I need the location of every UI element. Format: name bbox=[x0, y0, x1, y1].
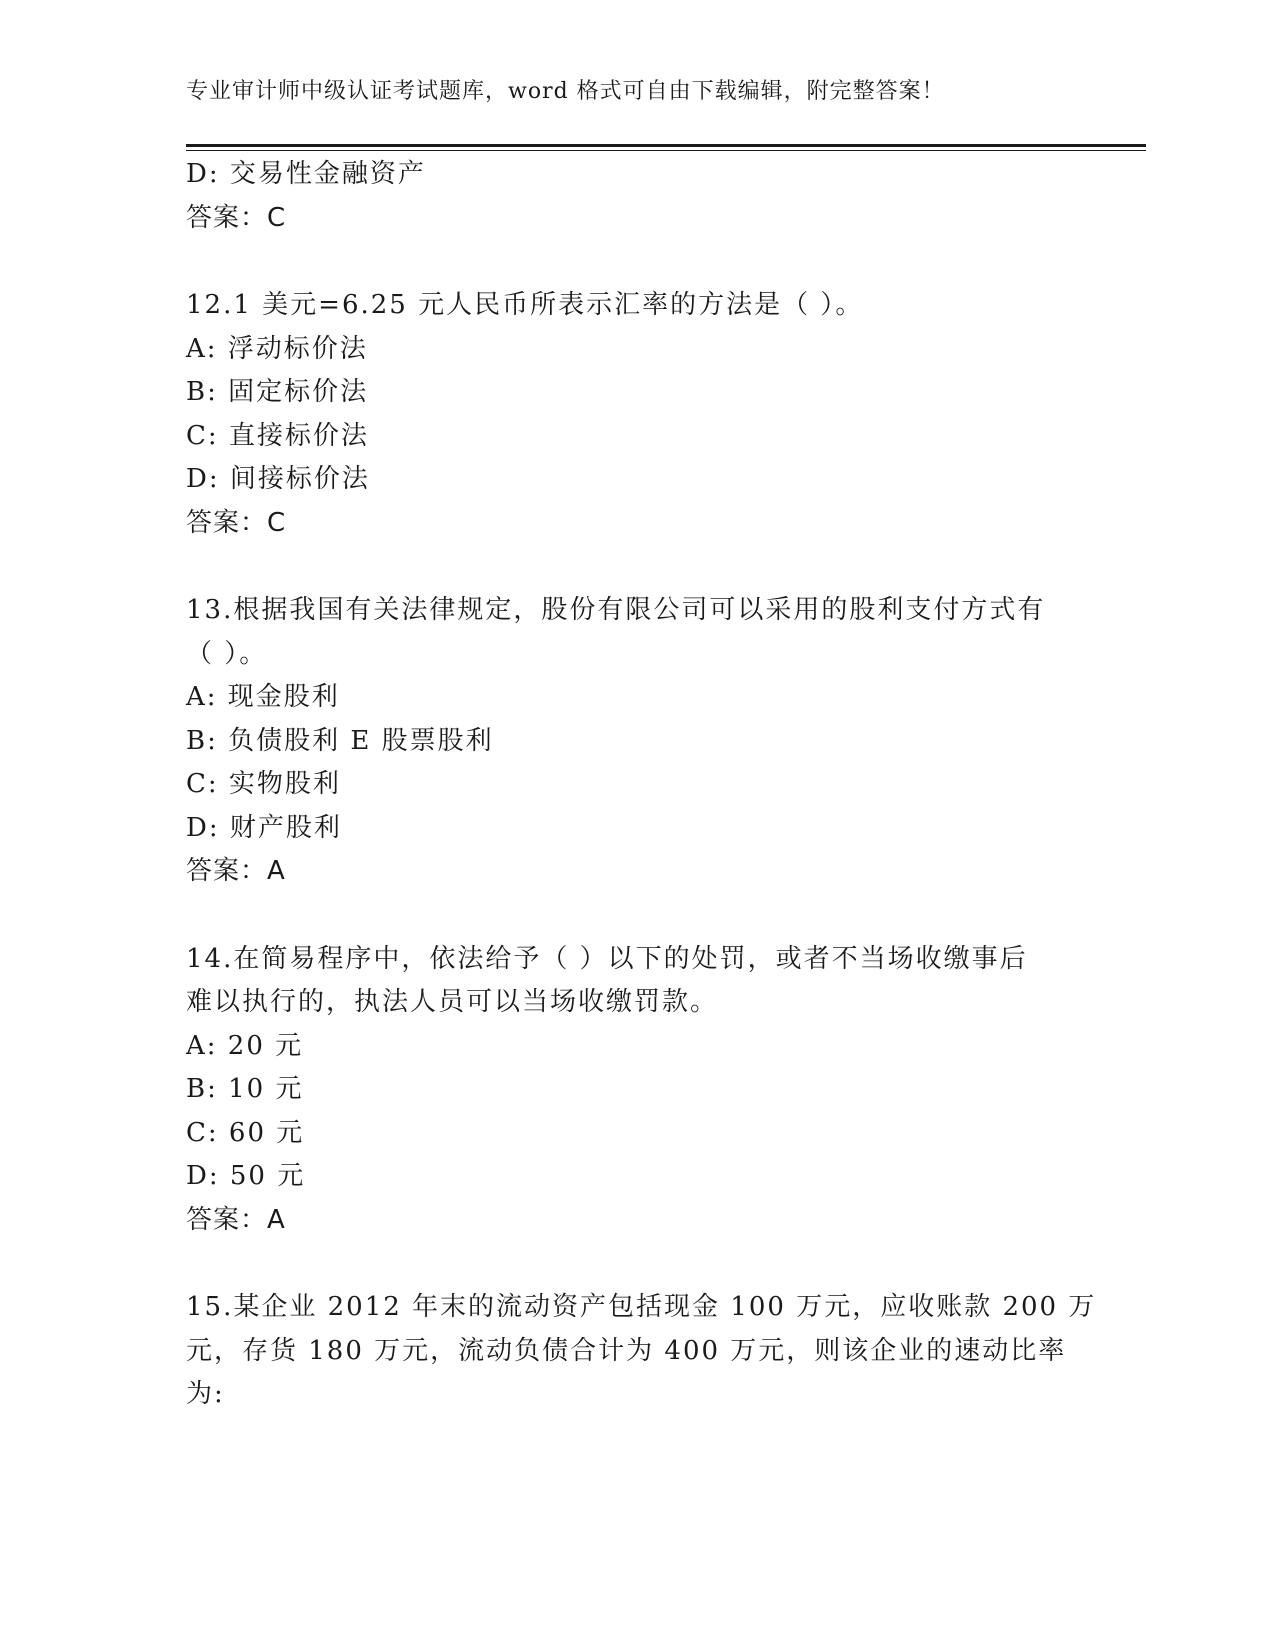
q12-question: 12.1 美元=6.25 元人民币所表示汇率的方法是（ ）。 bbox=[186, 290, 864, 320]
q12-option-d: D: 间接标价法 bbox=[186, 464, 370, 494]
page-header: 专业审计师中级认证考试题库，word 格式可自由下载编辑，附完整答案！ bbox=[186, 79, 945, 104]
q15-question-line1: 15.某企业 2012 年末的流动资产包括现金 100 万元，应收账款 200 万 bbox=[186, 1292, 1097, 1322]
q13-option-b: B: 负债股利 E 股票股利 bbox=[186, 726, 494, 756]
q15-question-line3: 为: bbox=[186, 1379, 225, 1409]
q14-option-d: D: 50 元 bbox=[186, 1161, 306, 1191]
q11-answer: 答案：C bbox=[186, 203, 287, 233]
q15-question-line2: 元，存货 180 万元，流动负债合计为 400 万元，则该企业的速动比率 bbox=[186, 1336, 1067, 1366]
q14-answer: 答案：A bbox=[186, 1205, 286, 1235]
q11-option-d: D: 交易性金融资产 bbox=[186, 159, 426, 189]
q13-question-line1: 13.根据我国有关法律规定，股份有限公司可以采用的股利支付方式有 bbox=[186, 595, 1046, 625]
q14-question-line1: 14.在简易程序中，依法给予（ ）以下的处罚，或者不当场收缴事后 bbox=[186, 944, 1028, 974]
q12-option-a: A: 浮动标价法 bbox=[186, 334, 368, 364]
q14-option-a: A: 20 元 bbox=[186, 1031, 304, 1061]
q13-option-a: A: 现金股利 bbox=[186, 682, 340, 712]
q14-option-c: C: 60 元 bbox=[186, 1118, 305, 1148]
q12-answer: 答案：C bbox=[186, 508, 287, 538]
q13-answer: 答案：A bbox=[186, 856, 286, 886]
q13-question-line2: （ ）。 bbox=[186, 639, 268, 669]
header-rule-thick bbox=[186, 144, 1146, 147]
q13-option-d: D: 财产股利 bbox=[186, 813, 342, 843]
q14-option-b: B: 10 元 bbox=[186, 1074, 304, 1104]
q14-question-line2: 难以执行的，执法人员可以当场收缴罚款。 bbox=[186, 987, 719, 1017]
q13-option-c: C: 实物股利 bbox=[186, 769, 341, 799]
header-rule-thin bbox=[186, 150, 1146, 151]
q12-option-c: C: 直接标价法 bbox=[186, 421, 369, 451]
q12-option-b: B: 固定标价法 bbox=[186, 377, 369, 407]
